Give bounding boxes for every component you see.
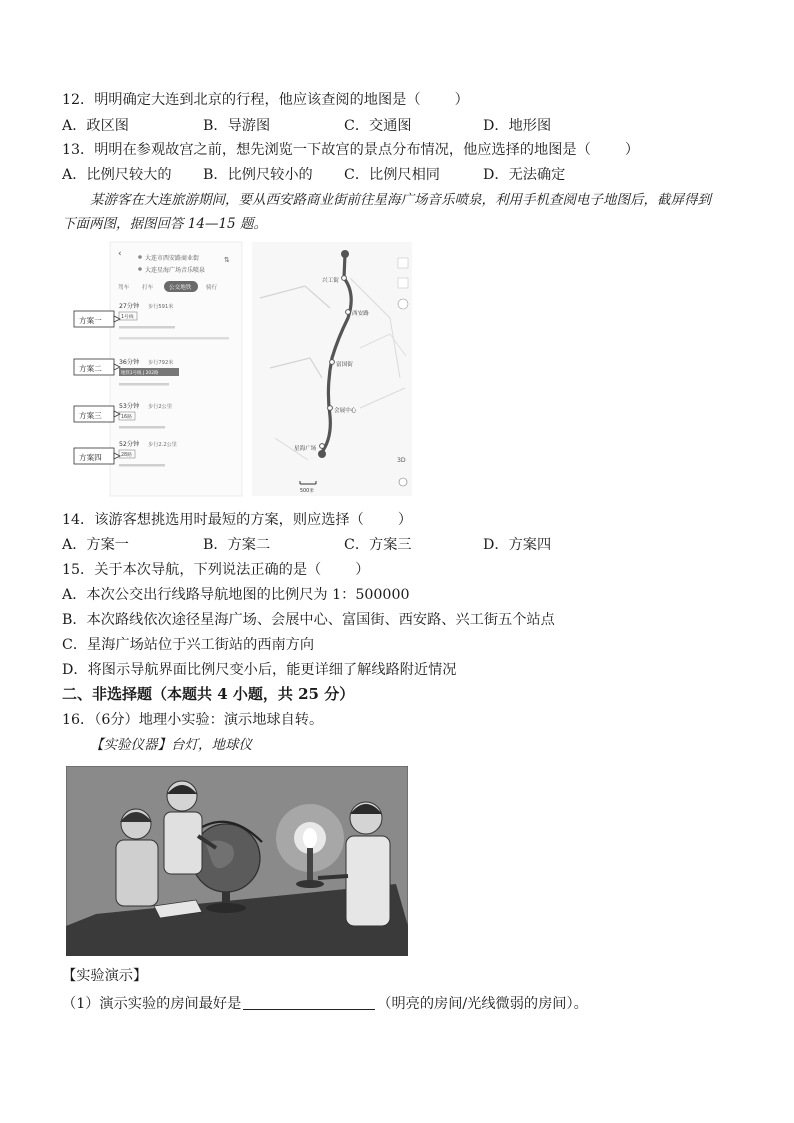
question-15-option-a[interactable]: A．本次公交出行线路导航地图的比例尺为 1：500000 [62, 587, 410, 603]
question-16-sub-1: （1）演示实验的房间最好是 （明亮的房间/光线微弱的房间）。 [62, 996, 588, 1012]
callout-plan-2: 方案二 [79, 364, 102, 373]
plan-1-distance: 步行591米 [148, 304, 174, 310]
plan-3-time[interactable]: 53分钟 [119, 403, 140, 410]
experiment-photo [66, 766, 408, 956]
question-16-demo-title: 【实验演示】 [62, 968, 148, 984]
tab-taxi[interactable]: 打车 [142, 285, 154, 291]
plan-4-time[interactable]: 52分钟 [119, 441, 140, 448]
destination-dot-icon [138, 267, 142, 271]
origin-dot-icon [138, 255, 142, 259]
view-3d-button[interactable]: 3D [397, 457, 406, 464]
plan-4-route: 28路 [121, 453, 132, 458]
plan-3-route: 16路 [121, 415, 132, 420]
map-panel [252, 242, 412, 496]
question-13-option-c[interactable]: C．比例尺相同 [344, 167, 440, 183]
lamp-stand [307, 848, 313, 882]
plan-1-route: 1号线 [121, 315, 134, 320]
route-list-panel [110, 242, 242, 496]
passage-line-2: 下面两图，据图回答 14—15 题。 [62, 216, 267, 232]
question-14-option-b[interactable]: B．方案二 [203, 537, 271, 553]
section-2-title: 二、非选择题（本题共 4 小题，共 25 分） [62, 685, 355, 703]
question-14-options [62, 535, 762, 555]
tab-drive[interactable]: 驾车 [118, 285, 130, 291]
compass-icon[interactable] [399, 478, 407, 486]
question-14-option-a[interactable]: A．方案一 [62, 537, 129, 553]
navigation-map-figure [60, 238, 420, 500]
layers-icon[interactable] [398, 258, 408, 268]
plan-2-distance: 步行792米 [148, 360, 174, 366]
question-14-option-c[interactable]: C．方案三 [344, 537, 412, 553]
question-13-options [62, 165, 762, 185]
question-15-option-c[interactable]: C．星海广场站位于兴工街站的西南方向 [62, 637, 315, 653]
back-arrow-icon[interactable]: ‹ [118, 249, 122, 259]
callout-plan-4: 方案四 [79, 453, 102, 462]
location-icon[interactable] [398, 299, 408, 309]
tab-transit[interactable]: 公交地铁 [169, 285, 192, 291]
question-15-option-b[interactable]: B．本次路线依次途径星海广场、会展中心、富国街、西安路、兴工街五个站点 [62, 612, 555, 628]
station-xinggongjie[interactable]: 兴工街 [322, 278, 339, 284]
question-13-option-d[interactable]: D．无法确定 [483, 167, 566, 183]
question-12-stem: 12．明明确定大连到北京的行程，他应该查阅的地图是（ ） [62, 92, 469, 108]
question-15-option-d[interactable]: D．将图示导航界面比例尺变小后，能更详细了解线路附近情况 [62, 662, 457, 678]
question-13-option-a[interactable]: A．比例尺较大的 [62, 167, 172, 183]
station-xinghaiguangchang[interactable]: 星海广场 [294, 446, 317, 452]
question-12-option-d[interactable]: D．地形图 [483, 118, 552, 134]
station-dot[interactable] [342, 276, 347, 281]
plan-4-distance: 步行2.2公里 [148, 442, 177, 448]
traffic-icon[interactable] [398, 278, 408, 288]
question-13-option-b[interactable]: B．比例尺较小的 [203, 167, 313, 183]
question-12-option-a[interactable]: A．政区图 [62, 118, 129, 134]
question-16-stem: 16．（6分）地理小实验：演示地球自转。 [62, 712, 324, 728]
question-14-option-d[interactable]: D．方案四 [483, 537, 552, 553]
station-dot[interactable] [320, 444, 325, 449]
station-huizhanzhongxin[interactable]: 会展中心 [334, 408, 357, 414]
station-xianlu[interactable]: 西安路 [352, 311, 369, 317]
start-marker-icon[interactable] [341, 250, 349, 258]
question-13-stem: 13．明明在参观故宫之前，想先浏览一下故宫的景点分布情况，他应选择的地图是（ ） [62, 142, 640, 158]
origin-text[interactable]: 大连市西安路商业街 [145, 255, 200, 262]
question-16-instruments: 【实验仪器】台灯，地球仪 [90, 737, 252, 753]
swap-icon[interactable]: ⇅ [224, 256, 230, 264]
plan-2-time[interactable]: 36分钟 [119, 359, 140, 366]
plan-2-route: 地铁1号线 | 202路 [121, 371, 159, 376]
station-fuguojie[interactable]: 富国街 [336, 362, 353, 368]
question-15-stem: 15．关于本次导航，下列说法正确的是（ ） [62, 562, 370, 578]
scale-label: 500米 [300, 489, 314, 494]
lamp-bulb-icon [303, 828, 317, 848]
end-marker-icon[interactable] [318, 450, 326, 458]
callout-plan-3: 方案三 [79, 411, 102, 420]
question-12-options [62, 116, 762, 136]
question-12-option-b[interactable]: B．导游图 [203, 118, 271, 134]
plan-1-time[interactable]: 27分钟 [119, 303, 140, 310]
station-dot[interactable] [328, 406, 333, 411]
question-14-stem: 14．该游客想挑选用时最短的方案，则应选择（ ） [62, 512, 413, 528]
station-dot[interactable] [330, 360, 335, 365]
station-dot[interactable] [346, 310, 351, 315]
destination-text[interactable]: 大连星海广场音乐喷泉 [145, 267, 206, 274]
question-12-option-c[interactable]: C．交通图 [344, 118, 412, 134]
tab-cycle[interactable]: 骑行 [206, 285, 218, 291]
answer-blank[interactable] [243, 995, 375, 1010]
callout-plan-1: 方案一 [79, 316, 102, 325]
passage-line-1: 某游客在大连旅游期间，要从西安路商业街前往星海广场音乐喷泉，利用手机查阅电子地图后，截屏得到 [90, 192, 711, 208]
plan-3-distance: 步行2公里 [148, 404, 173, 410]
